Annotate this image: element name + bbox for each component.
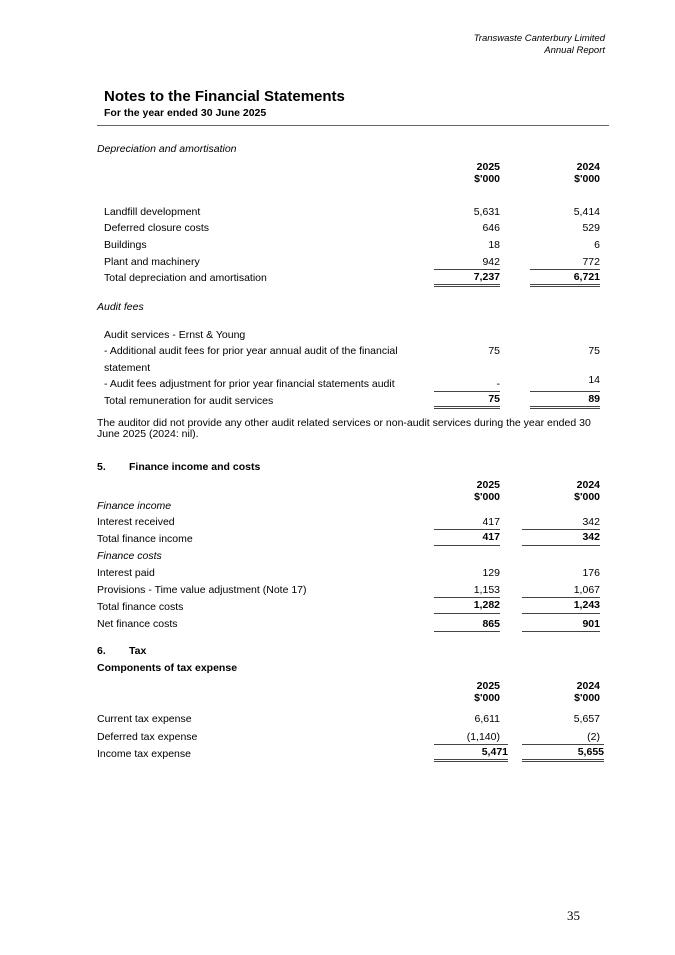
audit-total-2024: 89	[530, 391, 600, 409]
income-tax-2024: 5,655	[522, 744, 604, 762]
company-name: Transwaste Canterbury Limited	[473, 33, 605, 44]
interest-received-2024: 342	[582, 516, 600, 528]
provisions-label: Provisions - Time value adjustment (Note 17)	[97, 584, 307, 596]
provisions-2024: 1,067	[573, 584, 600, 596]
audit-services-label: Audit services - Ernst & Young	[104, 329, 246, 341]
page-number: 35	[567, 908, 580, 923]
total-finance-costs-2025: 1,282	[434, 597, 500, 614]
finance-income-heading: Finance income	[97, 500, 172, 512]
income-tax-2025: 5,471	[434, 744, 508, 762]
depreciation-total-2024: 6,721	[530, 269, 600, 287]
interest-paid-2025: 129	[482, 567, 500, 579]
depreciation-row-label: Buildings	[104, 239, 147, 251]
provisions-2025: 1,153	[473, 584, 500, 596]
audit-total-label: Total remuneration for audit services	[104, 395, 274, 407]
depreciation-row-2025: 942	[482, 256, 500, 268]
finance-section-number: 5.	[97, 461, 106, 473]
col-header-2024: 2024 $'000	[574, 161, 600, 185]
net-finance-costs-label: Net finance costs	[97, 618, 178, 630]
current-tax-label: Current tax expense	[97, 713, 192, 725]
depreciation-row-label: Plant and machinery	[104, 256, 200, 268]
col-header-2024: 2024 $'000	[574, 680, 600, 704]
total-finance-income-2024: 342	[522, 529, 600, 546]
depreciation-row-2024: 5,414	[573, 206, 600, 218]
net-finance-underline	[522, 631, 600, 632]
interest-received-2025: 417	[482, 516, 500, 528]
total-finance-income-2025: 417	[434, 529, 500, 546]
tax-subheading: Components of tax expense	[97, 662, 238, 674]
interest-paid-2024: 176	[582, 567, 600, 579]
header-rule	[97, 125, 609, 126]
audit-adjustment-2024: 14	[588, 374, 600, 386]
total-finance-income-label: Total finance income	[97, 533, 193, 545]
report-name: Annual Report	[544, 45, 605, 56]
income-tax-label: Income tax expense	[97, 748, 191, 760]
depreciation-row-2024: 772	[582, 256, 600, 268]
col-header-2025: 2025 $'000	[474, 680, 500, 704]
depreciation-row-2024: 529	[582, 222, 600, 234]
audit-total-2025: 75	[434, 391, 500, 409]
deferred-tax-2025: (1,140)	[466, 731, 500, 743]
col-header-2025: 2025 $'000	[474, 479, 500, 503]
net-finance-costs-2024: 901	[582, 618, 600, 630]
net-finance-underline	[434, 631, 500, 632]
depreciation-row-label: Deferred closure costs	[104, 222, 210, 234]
depreciation-row-2025: 5,631	[473, 206, 500, 218]
col-header-2024: 2024 $'000	[574, 479, 600, 503]
audit-additional-2024: 75	[588, 345, 600, 357]
page-title: Notes to the Financial Statements	[104, 88, 345, 105]
net-finance-costs-2025: 865	[482, 618, 500, 630]
depreciation-row-2024: 6	[594, 239, 600, 251]
finance-costs-heading: Finance costs	[97, 550, 162, 562]
tax-section-number: 6.	[97, 645, 106, 657]
deferred-tax-2024: (2)	[587, 731, 600, 743]
total-finance-costs-label: Total finance costs	[97, 601, 184, 613]
audit-additional-label: - Additional audit fees for prior year annual audit of the financial	[104, 345, 398, 357]
current-tax-2024: 5,657	[573, 713, 600, 725]
total-finance-costs-2024: 1,243	[522, 597, 600, 614]
audit-heading: Audit fees	[97, 301, 144, 313]
audit-adjustment-2025: -	[496, 378, 500, 390]
audit-adjustment-label: - Audit fees adjustment for prior year financial statements audit	[104, 378, 395, 390]
page-subtitle: For the year ended 30 June 2025	[104, 107, 267, 119]
audit-additional-2025: 75	[488, 345, 500, 357]
depreciation-row-2025: 18	[488, 239, 500, 251]
depreciation-row-2025: 646	[482, 222, 500, 234]
depreciation-total-label: Total depreciation and amortisation	[104, 272, 267, 284]
audit-note: The auditor did not provide any other audit related services or non-audit services during the year ended 30 June 2025 (2024: nil).	[97, 417, 591, 440]
current-tax-2025: 6,611	[474, 713, 500, 725]
finance-section-heading: Finance income and costs	[129, 461, 261, 473]
interest-paid-label: Interest paid	[97, 567, 155, 579]
audit-additional-label-cont: statement	[104, 362, 151, 374]
interest-received-label: Interest received	[97, 516, 175, 528]
depreciation-row-label: Landfill development	[104, 206, 201, 218]
tax-section-heading: Tax	[129, 645, 147, 657]
depreciation-total-2025: 7,237	[434, 269, 500, 287]
depreciation-heading: Depreciation and amortisation	[97, 143, 237, 155]
col-header-2025: 2025 $'000	[474, 161, 500, 185]
deferred-tax-label: Deferred tax expense	[97, 731, 198, 743]
